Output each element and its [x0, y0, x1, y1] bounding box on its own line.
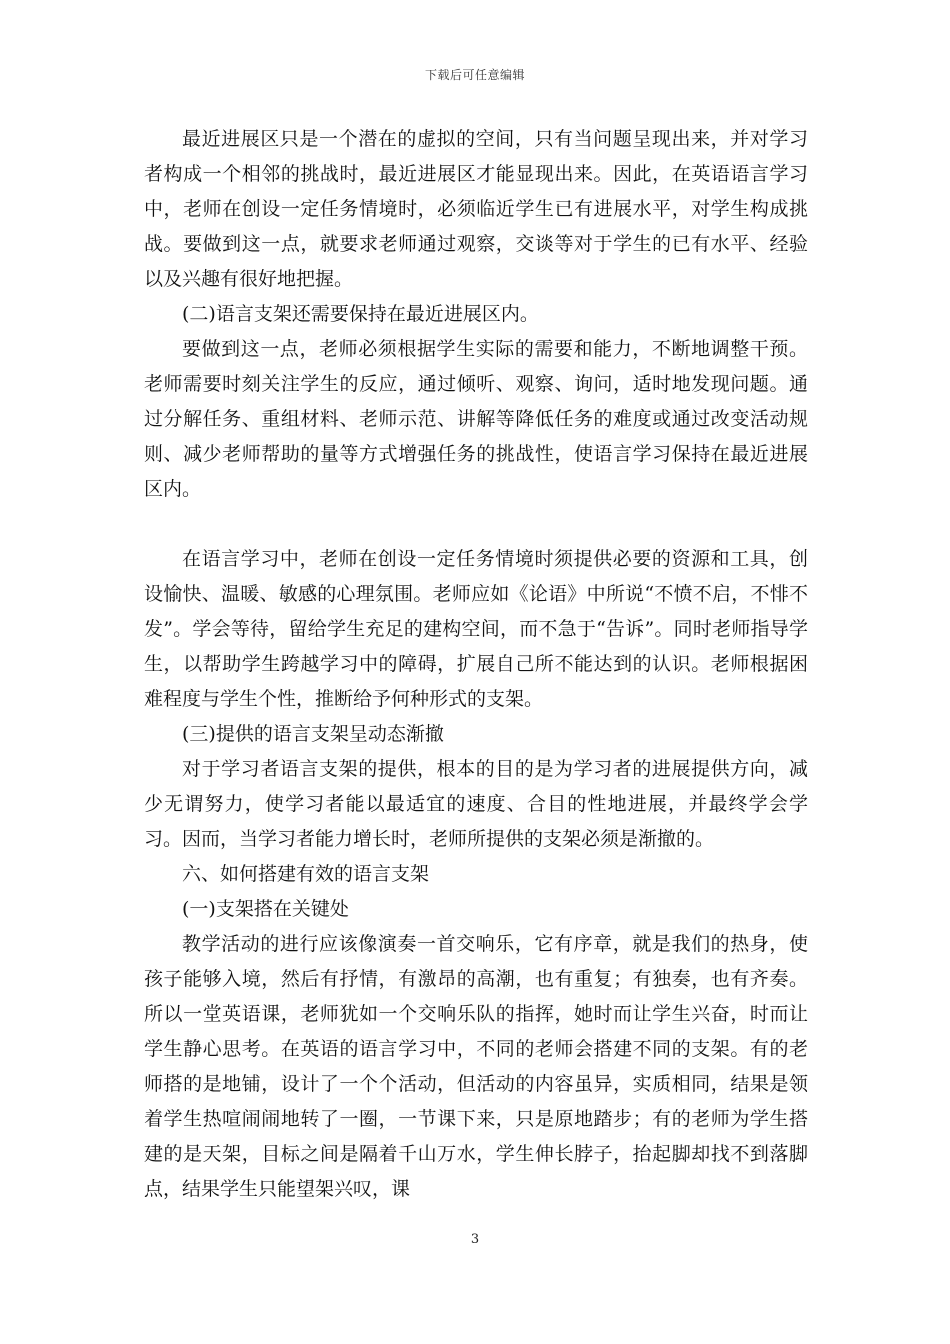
- section-heading-2: (二)语言支架还需要保持在最近进展区内。: [182, 303, 539, 325]
- section-heading-3: (三)提供的语言支架呈动态渐撤: [182, 723, 444, 745]
- paragraph-adjust-intervention: 要做到这一点，老师必须根据学生实际的需要和能力，不断地调整干预。老师需要时刻关注学生的反应，通过倾听、观察、询问，适时地发现问题。通过分解任务、重组材料、老师示范、讲解等降低任务的难度或通过改变活动规则、减少老师帮助的量等方式增强任务的挑战性，使语言学习保持在最近进展区内。: [144, 338, 808, 500]
- chapter-heading-6: 六、如何搭建有效的语言支架: [182, 863, 430, 885]
- page-number: 3: [470, 1232, 480, 1247]
- page-header: 下载后可任意编辑: [424, 68, 525, 82]
- document-body: [144, 122, 808, 1207]
- paragraph-resources-and-tools: 在语言学习中，老师在创设一定任务情境时须提供必要的资源和工具，创设愉快、温暖、敏感的心理氛围。老师应如《论语》中所说“不愤不启，不悱不发”。学会等待，留给学生充足的建构空间，而不急于“告诉”。同时老师指导学生，以帮助学生跨越学习中的障碍，扩展自己所不能达到的认识。老师根据困难程度与学生个性，推断给予何种形式的支架。: [144, 548, 808, 710]
- paragraph-symphony-analogy: 教学活动的进行应该像演奏一首交响乐，它有序章，就是我们的热身，使孩子能够入境，然后有抒情，有激昂的高潮，也有重复；有独奏，也有齐奏。所以一堂英语课，老师犹如一个交响乐队的指挥，她时而让学生兴奋，时而让学生静心思考。在英语的语言学习中，不同的老师会搭建不同的支架。有的老师搭的是地铺，设计了一个个活动，但活动的内容虽异，实质相同，结果是领着学生热喧闹闹地转了一圈，一节课下来，只是原地踏步；有的老师为学生搭建的是天架，目标之间是隔着千山万水，学生伸长脖子，抬起脚却找不到落脚点，结果学生只能望架兴叹，课: [144, 933, 808, 1200]
- paragraph-scaffold-withdrawal: 对于学习者语言支架的提供，根本的目的是为学习者的进展提供方向，减少无谓努力，使学习者能以最适宜的速度、合目的性地进展，并最终学会学习。因而，当学习者能力增长时，老师所提供的支架必须是渐撤的。: [144, 758, 808, 850]
- section-heading-1: (一)支架搭在关键处: [182, 898, 349, 920]
- paragraph-zone-of-proximal-development: 最近进展区只是一个潜在的虚拟的空间，只有当问题呈现出来，并对学习者构成一个相邻的挑战时，最近进展区才能显现出来。因此，在英语语言学习中，老师在创设一定任务情境时，必须临近学生已有进展水平，对学生构成挑战。要做到这一点，就要求老师通过观察，交谈等对于学生的已有水平、经验以及兴趣有很好地把握。: [144, 128, 808, 290]
